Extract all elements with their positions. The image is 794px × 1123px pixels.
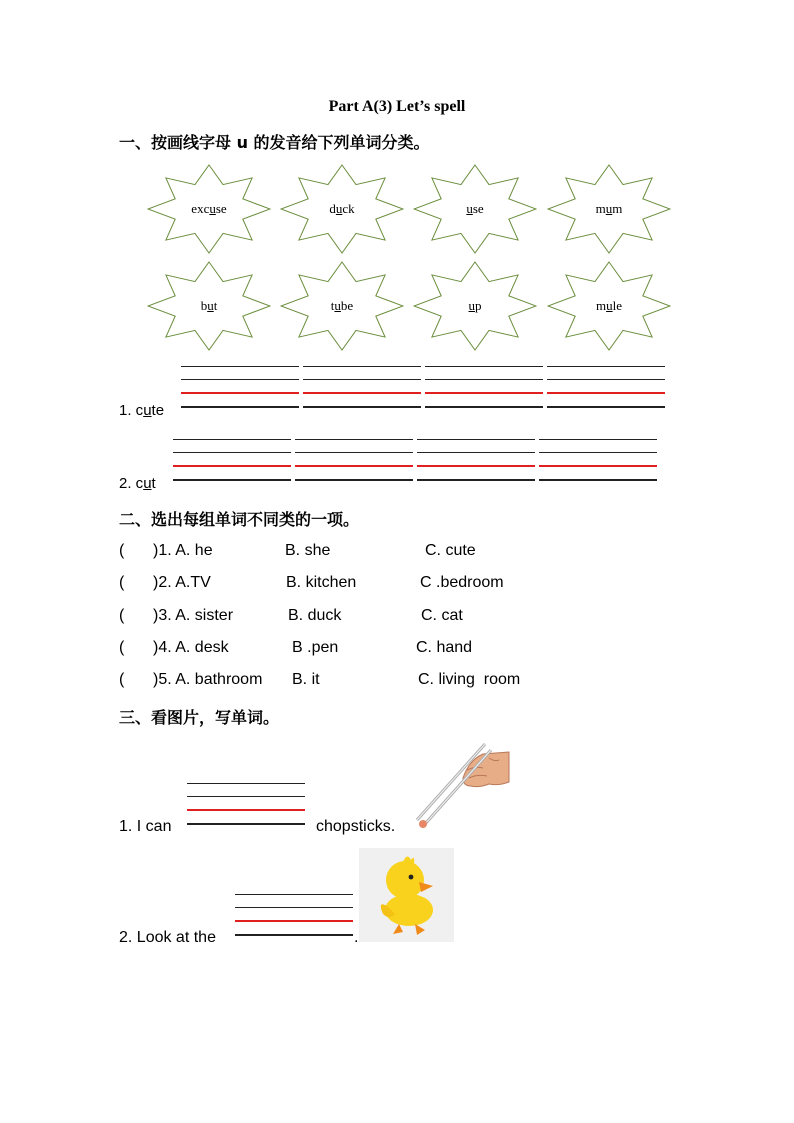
star-word: but [200,298,218,313]
question-2-option-c: C .bedroom [420,574,504,591]
star-word: duck [329,201,355,216]
cute-writing-line-4[interactable] [547,366,665,408]
question-2-answer-paren[interactable]: ( [119,574,125,591]
word-star-6 [280,261,404,351]
star-word: up [468,298,482,313]
cute-writing-line-1[interactable] [181,366,299,408]
question-5-option-b: B. it [292,671,320,688]
cut-writing-line-2[interactable] [295,439,413,481]
cute-label: 1. cute [119,402,165,419]
question-2-option-a: )2. A.TV [153,574,211,591]
word-star-2 [280,164,404,254]
word-star-1 [147,164,271,254]
question-5-answer-paren[interactable]: ( [119,671,125,688]
word-star-4 [547,164,671,254]
cut-label: 2. cut [119,475,156,492]
question-4-answer-paren[interactable]: ( [119,639,125,656]
cut-writing-line-3[interactable] [417,439,535,481]
question-3-option-a: )3. A. sister [153,607,234,624]
cute-writing-line-2[interactable] [303,366,421,408]
question-5-option-c: C. living room [418,671,521,688]
word-star-5 [147,261,271,351]
question-3-answer-paren[interactable]: ( [119,607,125,624]
question-1-option-c: C. cute [425,542,476,559]
question-1-option-a: )1. A. he [153,542,213,559]
cute-writing-line-3[interactable] [425,366,543,408]
chopsticks-hand-image [403,740,511,832]
q2-prefix: 2. Look at the [119,929,216,946]
page-title: Part A(3) Let’s spell [328,98,466,115]
cut-writing-line-1[interactable] [173,439,291,481]
question-1-answer-paren[interactable]: ( [119,542,125,559]
section-2-heading: 二、选出每组单词不同类的一项。 [119,510,360,529]
word-star-8 [547,261,671,351]
q2-suffix: . [354,929,359,946]
star-word: mule [595,298,622,313]
question-3-option-c: C. cat [421,607,463,624]
star-word: tube [330,298,354,313]
q1-suffix: chopsticks. [316,818,396,835]
word-star-3 [413,164,537,254]
q2-writing-line[interactable] [235,894,353,936]
star-word: excuse [191,201,227,216]
word-star-7 [413,261,537,351]
question-5-option-a: )5. A. bathroom [153,671,263,688]
star-word: mum [595,201,623,216]
question-3-option-b: B. duck [288,607,342,624]
section-1-heading: 一、按画线字母 u 的发音给下列单词分类。 [119,133,430,152]
question-4-option-b: B .pen [292,639,339,656]
question-1-option-b: B. she [285,542,331,559]
duck-image [359,848,454,942]
question-2-option-b: B. kitchen [286,574,357,591]
star-word: use [466,201,484,216]
q1-prefix: 1. I can [119,818,172,835]
q1-writing-line[interactable] [187,783,305,825]
question-4-option-c: C. hand [416,639,473,656]
question-4-option-a: )4. A. desk [153,639,229,656]
cut-writing-line-4[interactable] [539,439,657,481]
section-3-heading: 三、看图片，写单词。 [119,708,280,727]
